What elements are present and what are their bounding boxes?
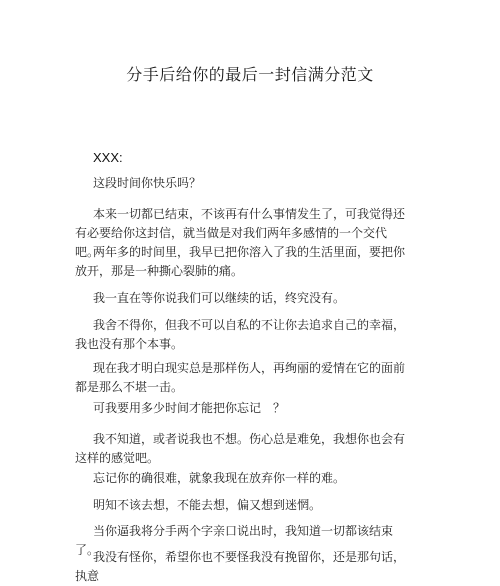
paragraph: 这段时间你快乐吗？ bbox=[93, 176, 202, 190]
document-title: 分手后给你的最后一封信满分范文 bbox=[126, 65, 374, 84]
paragraph: 本来一切都已结束，不该再有什么事情发生了，可我觉得还有必要给你这封信，就当做是对我们两年多感情的一个交代吧。 bbox=[75, 207, 406, 259]
salutation: XXX: bbox=[93, 150, 123, 165]
paragraph: 两年多的时间里，我早已把你溶入了我的生活里面，要把你放开，那是一种撕心裂肺的痛。 bbox=[75, 245, 406, 278]
paragraph: 我没有怪你，希望你也不要怪我没有挽留你，还是那句话，执意 bbox=[75, 550, 406, 583]
paragraph: 我舍不得你，但我不可以自私的不让你去追求自己的幸福，我也没有那个本事。 bbox=[75, 318, 406, 351]
paragraph: 当你逼我将分手两个字亲口说出时，我知道一切都该结束了。 bbox=[75, 524, 394, 557]
paragraph: 我不知道，或者说我也不想。伤心总是难免，我想你也会有这样的感觉吧。 bbox=[75, 432, 406, 465]
paragraph: 忘记你的确很难，就象我现在放弃你一样的难。 bbox=[93, 471, 346, 485]
paragraph: 可我要用多少时间才能把你忘记 ？ bbox=[93, 401, 286, 415]
paragraph: 现在我才明白现实总是那样伤人，再绚丽的爱情在它的面前都是那么不堪一击。 bbox=[75, 361, 406, 394]
paragraph: 明知不该去想，不能去想，偏又想到迷惘。 bbox=[93, 498, 322, 512]
paragraph: 我一直在等你说我们可以继续的话，终究没有。 bbox=[93, 291, 346, 305]
